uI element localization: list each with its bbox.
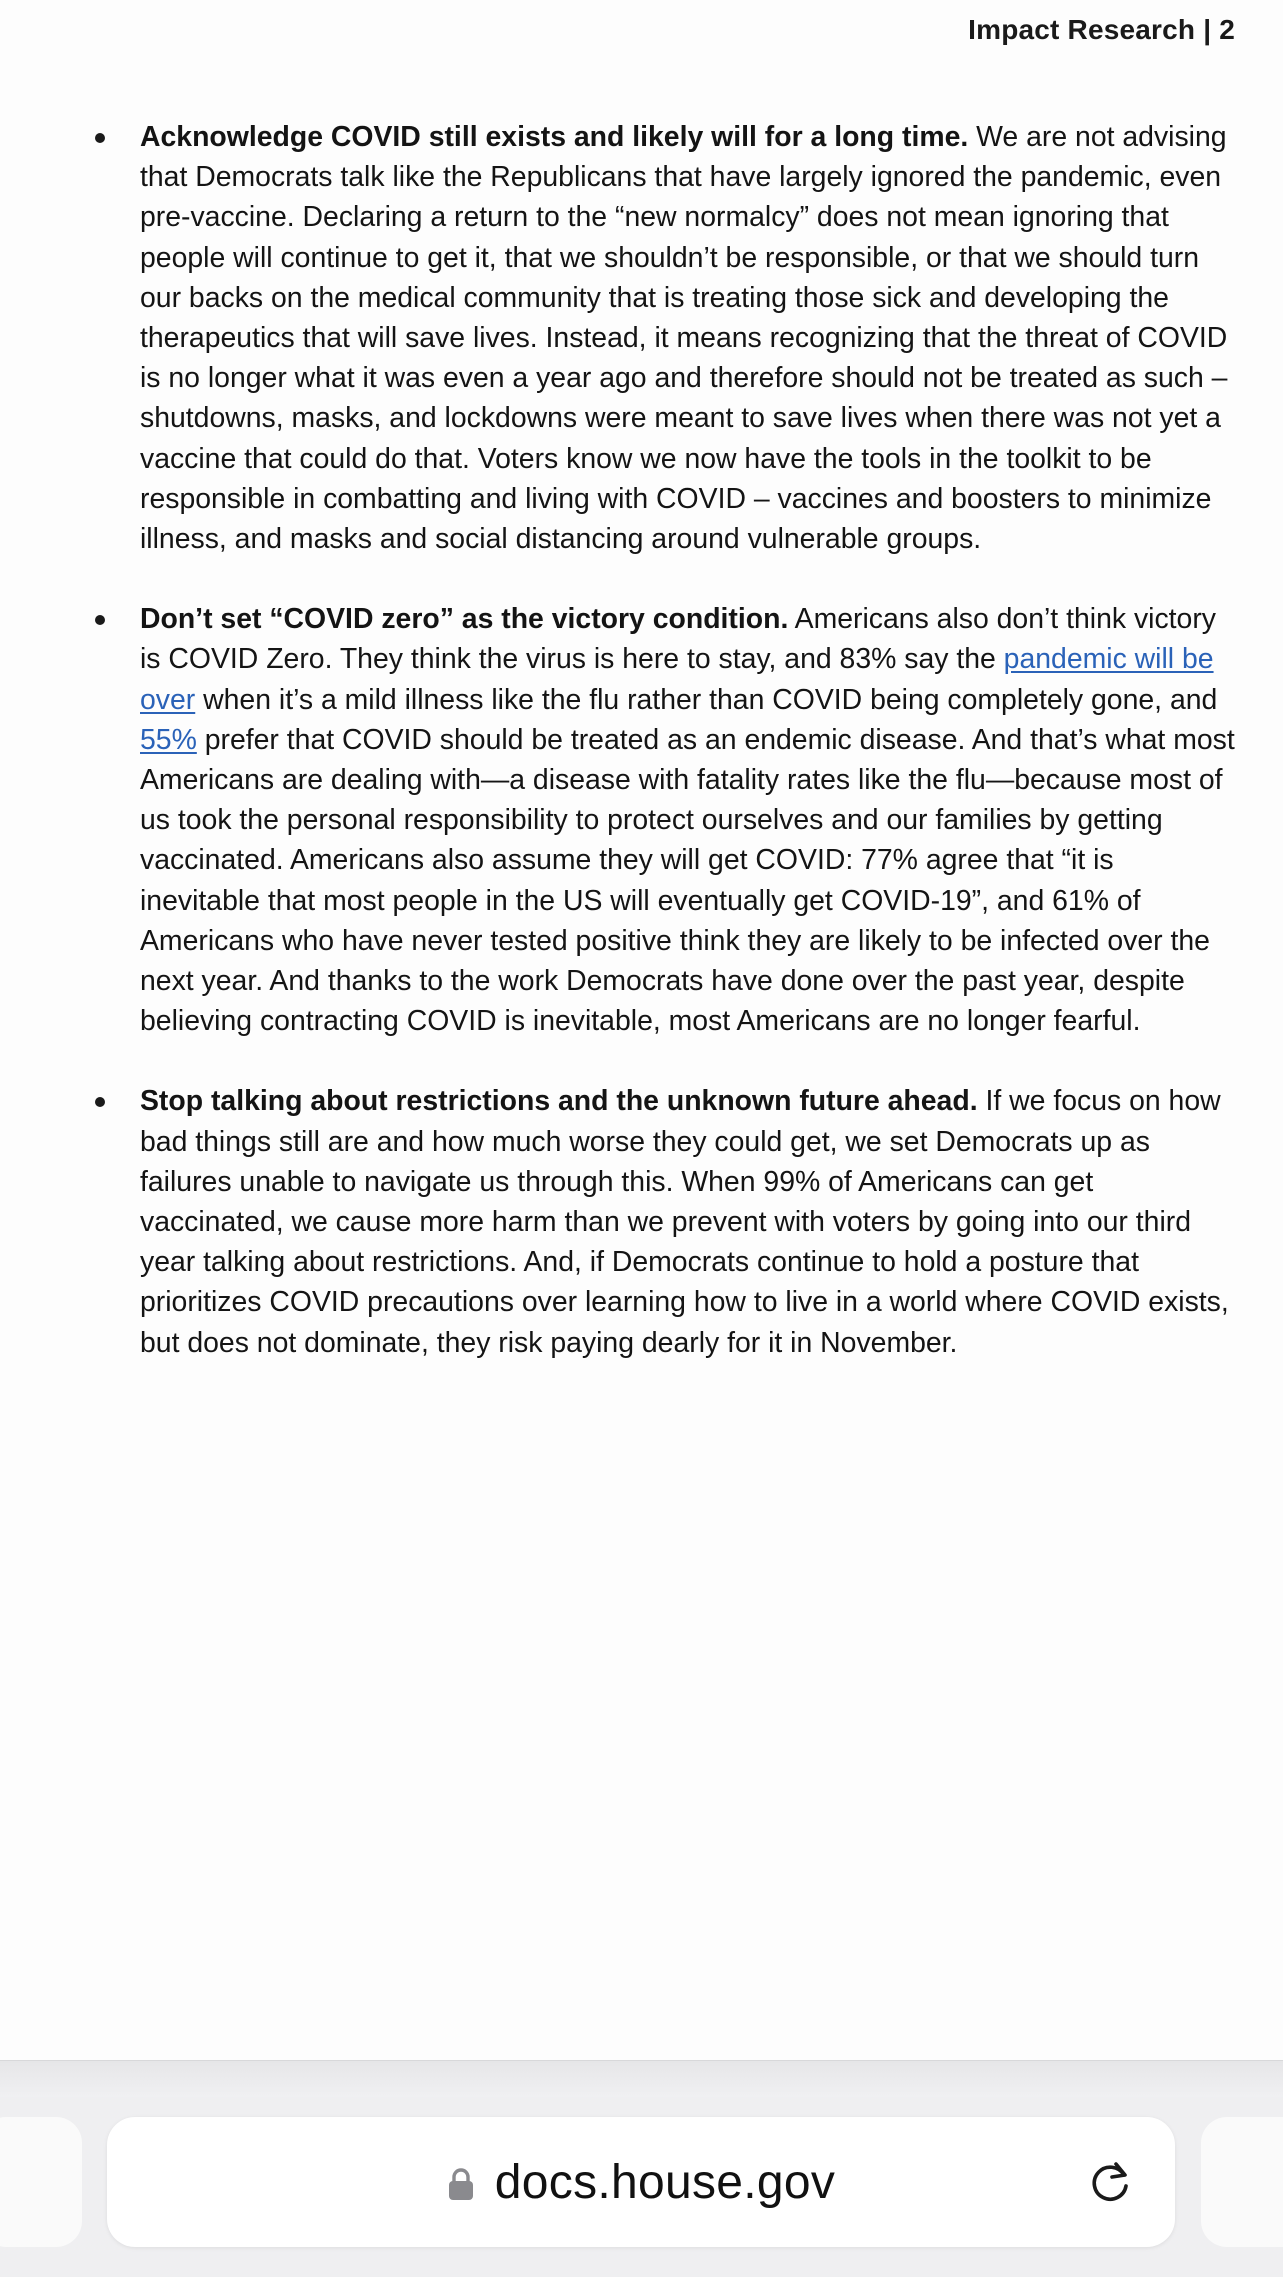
lock-icon bbox=[447, 2167, 475, 2201]
bullet-item bbox=[0, 117, 1283, 559]
pandemic-over-link[interactable]: pandemic will be over bbox=[140, 643, 1214, 716]
url-text[interactable]: docs.house.gov bbox=[494, 2155, 836, 2209]
bullet-lead: Don’t set “COVID zero” as the victory condition. bbox=[140, 603, 789, 636]
bullet-item bbox=[0, 1081, 1283, 1362]
reload-icon[interactable] bbox=[1087, 2158, 1135, 2206]
bullet-lead: Stop talking about restrictions and the unknown future ahead. bbox=[140, 1085, 978, 1118]
bullet-dot bbox=[95, 133, 105, 143]
bullet-dot bbox=[95, 1097, 105, 1107]
bullet-dot bbox=[95, 615, 105, 625]
browser-toolbar bbox=[0, 2097, 1283, 2277]
page-bottom-divider bbox=[0, 2060, 1283, 2098]
bullet-text: when it’s a mild illness like the flu rather than COVID being completely gone, and bbox=[195, 683, 1218, 716]
previous-tab-preview[interactable] bbox=[0, 2117, 82, 2247]
bullet-text: Americans also don’t think victory is COVID Zero. They think the virus is here to stay, and 83% say the bbox=[140, 603, 1216, 676]
page-header: Impact Research | 2 bbox=[968, 14, 1235, 45]
bullet-text: prefer that COVID should be treated as an endemic disease. And that’s what most Americans are dealing with—a disease with fatality rates like the flu—because most of us took the personal responsibility to protect ourselves and our families by getting vaccinated. Americans also assume they will get COVID: 77% agree that “it is inevitable that most people in the US will eventually get COVID-19”, and 61% of Americans who have never tested positive think they are likely to be infected over the next year. And thanks to the work Democrats have done over the past year, despite believing contracting COVID is inevitable, most Americans are no longer fearful. bbox=[140, 723, 1235, 1038]
address-content bbox=[107, 2117, 1175, 2247]
bullet-list bbox=[0, 117, 1283, 1403]
bullet-lead: Acknowledge COVID still exists and likely will for a long time. bbox=[140, 121, 969, 153]
bullet-item bbox=[0, 599, 1283, 1041]
bullet-text: We are not advising that Democrats talk like the Republicans that have largely ignored the pandemic, even pre-vaccine. Declaring a return to the “new normalcy” does not mean ignoring that people will continue to get it, that we shouldn’t be responsible, or that we should turn our backs on the medical community that is treating those sick and developing the therapeutics that will save lives. Instead, it means recognizing that the threat of COVID is no longer what it was even a year ago and therefore should not be treated as such – shutdowns, masks, and lockdowns were meant to save lives when there was not yet a vaccine that could do that. Voters know we now have the tools in the toolkit to be responsible in combatting and living with COVID – vaccines and boosters to minimize illness, and masks and social distancing around vulnerable groups. bbox=[140, 121, 1228, 556]
percent-55-link[interactable]: 55% bbox=[140, 723, 197, 756]
next-tab-preview[interactable] bbox=[1201, 2117, 1283, 2247]
address-bar[interactable] bbox=[107, 2117, 1175, 2247]
bullet-text: If we focus on how bad things still are and how much worse they could get, we set Democrats up as failures unable to navigate us through this. When 99% of Americans can get vaccinated, we cause more harm than we prevent with voters by going into our third year talking about restrictions. And, if Democrats continue to hold a posture that prioritizes COVID precautions over learning how to live in a world where COVID exists, but does not dominate, they risk paying dearly for it in November. bbox=[140, 1085, 1229, 1359]
